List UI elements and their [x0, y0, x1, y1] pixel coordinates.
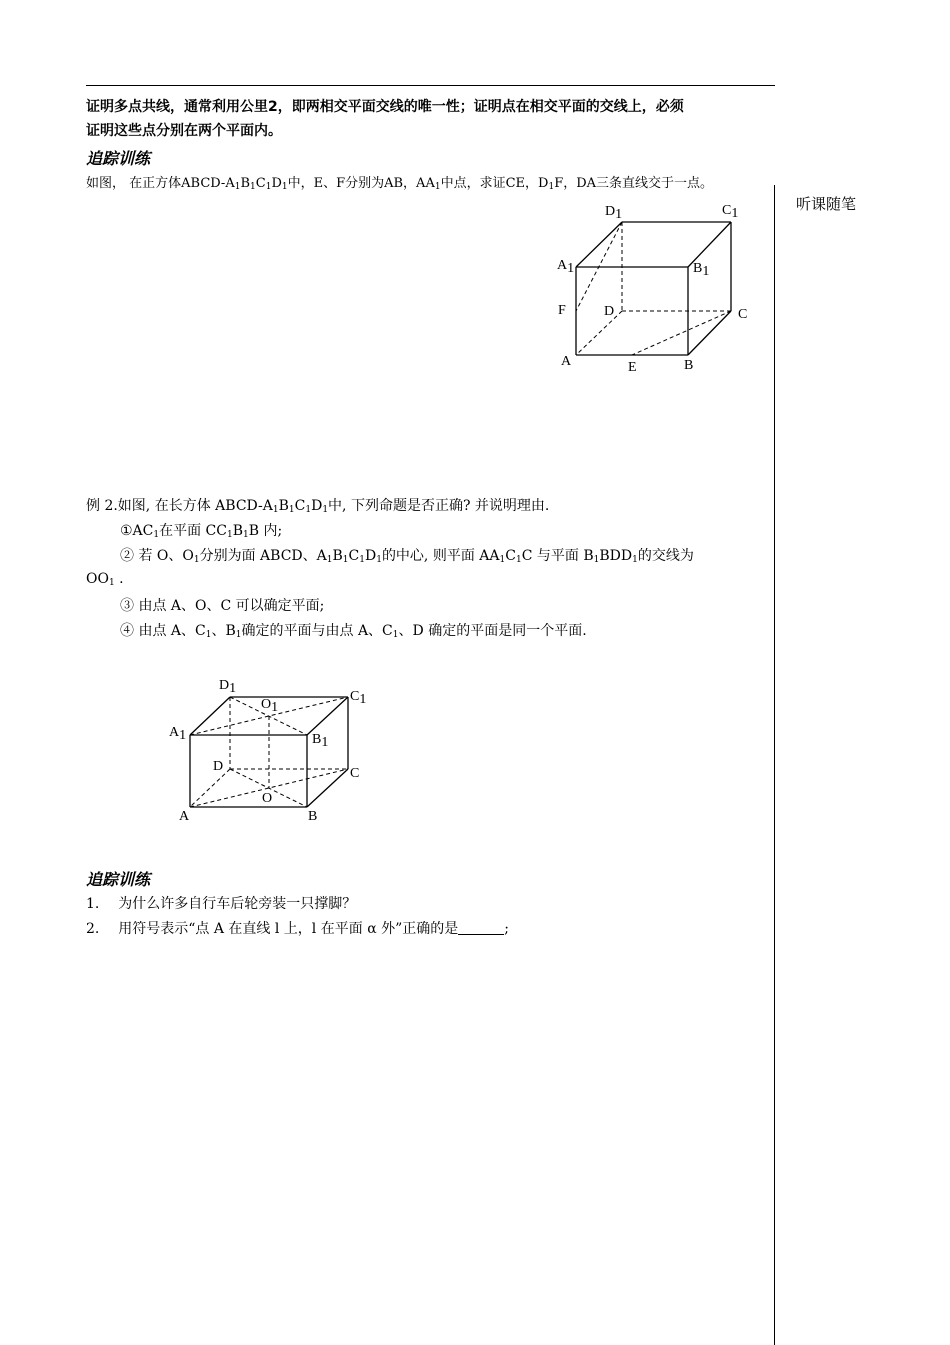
label-D: D	[604, 304, 615, 319]
cube-figure	[540, 195, 770, 385]
label-B: B	[684, 358, 694, 373]
label-C: C	[738, 307, 748, 322]
label-A1: A1	[557, 258, 575, 276]
example-2-item-2: ② 若 O、$O_1$分别为面 ABCD、$A_1B_1C_1D_1$的中心, 则平面 $AA_1C_1C$ 与平面 $B_1BDD_1$的交线为	[120, 548, 694, 565]
label-B1: B1	[693, 261, 710, 279]
cuboid-figure	[160, 670, 380, 830]
label2-C1: C1	[350, 689, 367, 707]
label-A: A	[561, 354, 572, 369]
example-2-item-3: ③ 由点 A、O、C 可以确定平面;	[120, 598, 325, 614]
example-2-item-2-cont: $OO_1$ .	[86, 571, 124, 588]
label-F: F	[558, 303, 566, 318]
label2-A: A	[179, 809, 190, 824]
question-2-number: 2.	[86, 921, 100, 937]
label2-B: B	[308, 809, 318, 824]
question-2: 2. 用符号表示“点 A 在直线 l 上，l 在平面 α 外”正确的是 ;	[86, 921, 509, 937]
notes-label: 听课随笔	[796, 195, 857, 213]
label-D1: D1	[605, 204, 623, 222]
label2-B1: B1	[312, 732, 329, 750]
question-1-number: 1.	[86, 896, 100, 912]
tracking-heading-1: 追踪训练	[86, 149, 151, 168]
label-E: E	[628, 360, 637, 375]
label2-D: D	[213, 759, 224, 774]
label2-O: O	[262, 791, 273, 806]
example-2-item-1: $①AC_1$在平面 $CC_1B_1B$ 内;	[120, 523, 283, 540]
answer-blank[interactable]	[458, 921, 504, 935]
exercise-1-statement: 如图， 在正方体ABCD-$A_1B_1C_1D_1$中，E、F分别为AB，$AA_1$中点，求证CE，$D_1F$，DA三条直线交于一点。	[86, 176, 714, 192]
label-C1: C1	[722, 203, 739, 221]
label2-C: C	[350, 766, 360, 781]
label2-A1: A1	[169, 725, 187, 743]
example-2-title: 例 2.如图, 在长方体 ABCD-$A_1B_1C_1D_1$中, 下列命题是否正确? 并说明理由.	[86, 498, 550, 515]
notes-column-rule	[774, 185, 775, 1345]
label2-D1: D1	[219, 678, 237, 696]
question-1-text: 为什么许多自行车后轮旁装一只撑脚？	[118, 896, 357, 912]
header-rule	[86, 85, 775, 86]
intro-line-1: 证明多点共线，通常利用公里2，即两相交平面交线的唯一性；证明点在相交平面的交线上，必须	[86, 99, 684, 115]
example-2-item-4: ④ 由点 A、$C_1$、$B_1$确定的平面与由点 A、$C_1$、D 确定的平面是同一个平面.	[120, 623, 587, 640]
intro-line-2: 证明这些点分别在两个平面内。	[86, 123, 282, 139]
question-2-text: 用符号表示“点 A 在直线 l 上，l 在平面 α 外”正确的是	[118, 921, 459, 937]
question-1	[86, 893, 356, 913]
label2-O1: O1	[261, 697, 279, 715]
tracking-heading-2: 追踪训练	[86, 870, 151, 889]
